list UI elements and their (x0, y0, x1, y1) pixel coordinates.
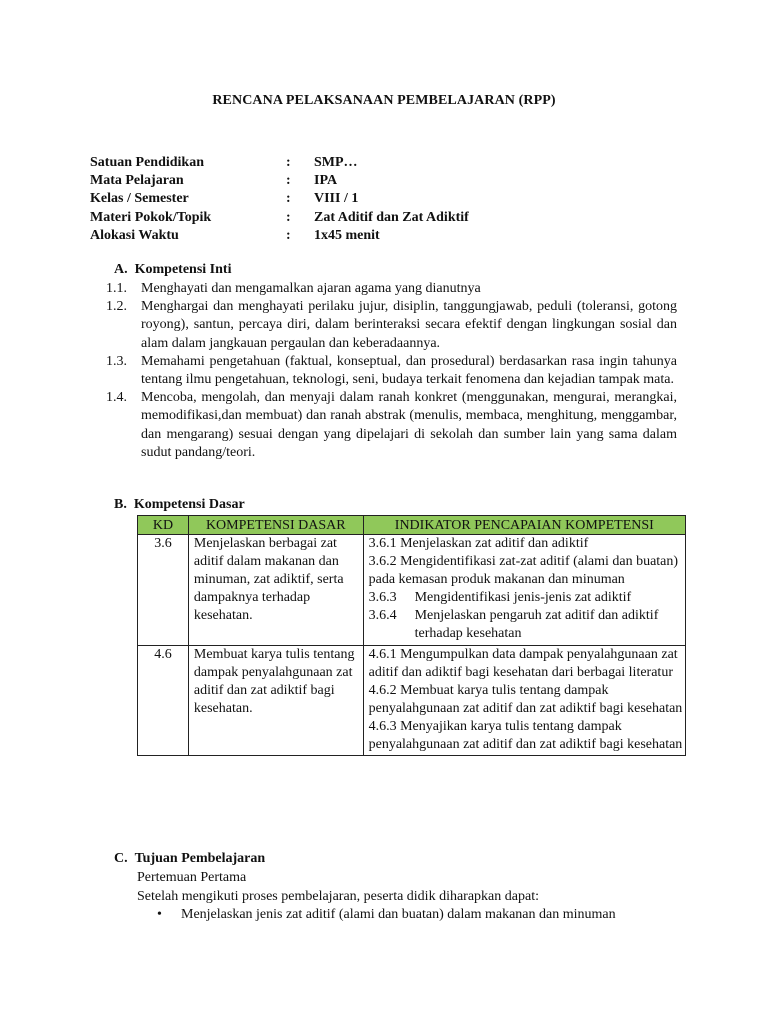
indikator-number: 3.6.2 (368, 554, 397, 570)
section-a-title: Kompetensi Inti (134, 262, 232, 277)
identity-row (90, 190, 690, 208)
indikator-item (369, 535, 685, 553)
indikator-text: Mengidentifikasi zat-zat aditif (alami dan buatan) pada kemasan produk makanan dan minuman (368, 554, 679, 588)
section-c-title: Tujuan Pembelajaran (134, 851, 266, 866)
kompetensi-dasar-table (137, 515, 686, 756)
meeting-label: Pertemuan Pertama (137, 870, 247, 885)
indikator-item (369, 682, 685, 718)
list-item (106, 298, 677, 353)
identity-value: IPA (314, 173, 338, 189)
section-b-title: Kompetensi Dasar (133, 497, 245, 512)
identity-label: Materi Pokok/Topik (90, 209, 212, 225)
list-item-text: Menjelaskan jenis zat aditif (alami dan buatan) dalam makanan dan minuman (181, 907, 616, 922)
kd-cell: 4.6 (138, 645, 189, 756)
list-item-number: 1.2. (106, 299, 127, 315)
indikator-number: 3.6.3 (368, 590, 397, 606)
section-a-heading (114, 262, 231, 278)
table-row (138, 535, 686, 646)
indikator-text: Menyajikan karya tulis tentang dampak penyalahgunaan zat aditif dan zat adiktif bagi kesehatan (368, 718, 683, 753)
table-header-cell: KOMPETENSI DASAR (188, 516, 363, 535)
list-item (106, 280, 677, 298)
section-c-heading (114, 851, 265, 867)
indikator-number: 4.6.3 (368, 718, 397, 734)
section-b-heading (114, 497, 245, 513)
identity-label: Kelas / Semester (90, 191, 189, 207)
list-item-text: Mencoba, mengolah, dan menyaji dalam ranah konkret (menggunakan, mengurai, merangkai, memodifikasi,dan membuat) dan ranah abstrak (menulis, membaca, menghitung, menggambar, dan mengarang) sesuai dengan yang dipelajari di sekolah dan sumber lain yang sama dalam sudut pandang/teori. (141, 390, 677, 460)
section-a-letter: A. (114, 262, 128, 277)
identity-block (90, 154, 690, 245)
kompetensi-cell: Menjelaskan berbagai zat aditif dalam makanan dan minuman, zat adiktif, serta dampaknya terhadap kesehatan. (188, 535, 363, 646)
table-header-cell: INDIKATOR PENCAPAIAN KOMPETENSI (363, 516, 685, 535)
indikator-number: 3.6.4 (368, 608, 397, 624)
tujuan-intro: Setelah mengikuti proses pembelajaran, peserta didik diharapkan dapat: (137, 888, 539, 904)
list-item (106, 389, 677, 462)
identity-value: SMP… (314, 155, 358, 170)
section-b-letter: B. (114, 497, 127, 512)
section-c-letter: C. (114, 851, 128, 866)
list-item-number: 1.3. (106, 353, 127, 369)
table-header-cell: KD (138, 516, 189, 535)
indikator-item (369, 553, 685, 589)
list-item-text: Memahami pengetahuan (faktual, konseptual, dan prosedural) berdasarkan rasa ingin tahunya tentang ilmu pengetahuan, teknologi, seni, budaya terkait fenomena dan kejadian tampak mata. (141, 353, 677, 388)
indikator-cell (363, 645, 685, 756)
identity-label: Mata Pelajaran (90, 173, 184, 189)
list-item-number: 1.1. (106, 281, 127, 296)
indikator-text: Mengidentifikasi jenis-jenis zat adiktif (414, 590, 632, 606)
identity-colon: : (286, 191, 291, 207)
indikator-text: Mengumpulkan data dampak penyalahgunaan zat aditif dan adiktif bagi kesehatan dari berbagai literatur (368, 646, 678, 680)
kompetensi-cell: Membuat karya tulis tentang dampak penyalahgunaan zat aditif dan zat adiktif bagi kesehatan. (188, 645, 363, 756)
identity-label: Satuan Pendidikan (90, 155, 204, 170)
identity-row (90, 172, 690, 190)
indikator-text: Membuat karya tulis tentang dampak penyalahgunaan zat aditif dan zat adiktif bagi kesehatan (368, 682, 683, 716)
identity-colon: : (286, 173, 291, 189)
indikator-number: 3.6.1 (368, 536, 397, 551)
kd-cell: 3.6 (138, 535, 189, 646)
identity-colon: : (286, 155, 291, 170)
identity-value: Zat Aditif dan Zat Adiktif (314, 209, 469, 225)
list-item-text: Menghargai dan menghayati perilaku jujur, disiplin, tanggungjawab, peduli (toleransi, gotong royong), santun, percaya diri, dalam berinteraksi secara efektif dengan lingkungan sosial dan alam dalam jangkauan pergaulan dan keberadaannya. (141, 299, 677, 351)
table-header-row (138, 516, 686, 535)
indikator-item (369, 718, 685, 754)
indikator-cell (363, 535, 685, 646)
bullet-icon: • (157, 907, 162, 922)
indikator-text: Menjelaskan zat aditif dan adiktif (400, 536, 589, 551)
identity-value: VIII / 1 (314, 191, 359, 207)
indikator-number: 4.6.1 (368, 646, 397, 662)
list-item-number: 1.4. (106, 390, 127, 406)
list-item (137, 906, 697, 925)
indikator-number: 4.6.2 (368, 682, 397, 698)
identity-row (90, 209, 690, 227)
identity-row (90, 227, 690, 245)
identity-row (90, 154, 690, 172)
kompetensi-inti-list (106, 280, 677, 462)
document-title: RENCANA PELAKSANAAN PEMBELAJARAN (RPP) (212, 93, 556, 108)
identity-colon: : (286, 209, 291, 225)
identity-label: Alokasi Waktu (90, 227, 179, 243)
table-row (138, 645, 686, 756)
indikator-text: Menjelaskan pengaruh zat aditif dan adiktif terhadap kesehatan (414, 608, 659, 642)
indikator-item (369, 607, 685, 643)
indikator-item (369, 589, 685, 607)
identity-value: 1x45 menit (314, 227, 380, 243)
tujuan-block (137, 869, 697, 925)
identity-colon: : (286, 227, 291, 243)
list-item-text: Menghayati dan mengamalkan ajaran agama yang dianutnya (141, 281, 481, 296)
list-item (106, 353, 677, 389)
indikator-item (369, 646, 685, 682)
